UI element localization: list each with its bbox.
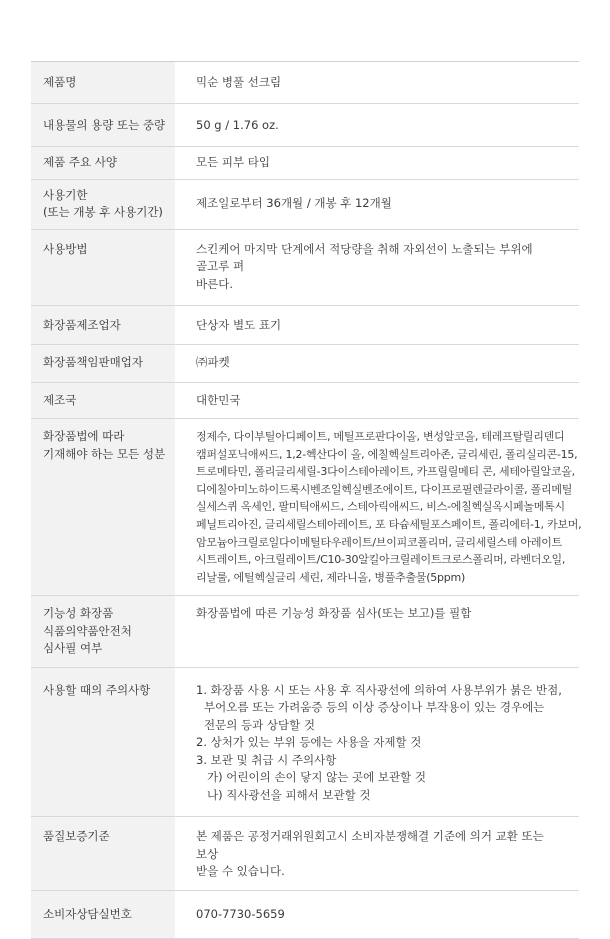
label-line: 사용기한 [43, 187, 88, 202]
row-value [175, 62, 579, 104]
label-line: 제품명 [43, 75, 77, 89]
info-row-functional-review [31, 596, 579, 668]
label-line: 사용방법 [43, 241, 88, 256]
info-row-precautions [31, 667, 579, 817]
row-label [31, 147, 175, 180]
value-line: 트로메타민, 폴리글리세릴-3다이스테아레이트, 카프릴릴메티 콘, 세테아릴알코올, [196, 465, 575, 479]
label-line: 사용할 때의 주의사항 [43, 682, 151, 697]
label-line: 기능성 화장품 [43, 606, 114, 621]
label-line: 심사필 여부 [43, 641, 103, 656]
info-row-ingredients [31, 419, 579, 596]
value-line: 전문의 등과 상담할 것 [204, 717, 315, 732]
value-line: 리날룰, 에틸헥실글리 세린, 제라니올, 병풀추출물(5ppm) [196, 570, 466, 584]
row-value [175, 596, 579, 668]
label-line: 화장품법에 따라 [43, 429, 125, 443]
row-value [175, 306, 579, 345]
row-value [175, 229, 579, 306]
value-line: 부어오름 또는 가려움증 등의 이상 증상이나 부작용이 있는 경우에는 [204, 700, 545, 715]
value-line: 암모늄아크릴로일다이메틸타우레이트/브이피코폴리머, 글리세릴스테 아레이트 [196, 535, 562, 549]
row-label [31, 306, 175, 345]
value-line: 받을 수 있습니다. [196, 864, 285, 879]
info-row-customer-service [31, 890, 579, 938]
label-line: 화장품책임판매업자 [43, 354, 143, 369]
value-line: 디에칠아미노하이드록시벤조일헥실벤조에이트, 다이프로필렌글라이콜, 폴리메틸 [196, 482, 573, 496]
value-line: 나) 직사광선을 피해서 보관할 것 [207, 787, 371, 802]
value-line: ㈜파켓 [196, 354, 230, 369]
row-value [175, 344, 579, 382]
row-label [31, 667, 175, 817]
row-value [175, 147, 579, 180]
row-label [31, 419, 175, 596]
value-line: 페닐트리아진, 글리세릴스테아레이트, 포 타슘세틸포스페이트, 폴리에터-1, 카보머, [196, 517, 582, 531]
value-line: 2. 상처가 있는 부위 등에는 사용을 자제할 것 [196, 735, 422, 750]
row-value [175, 817, 579, 891]
value-line: 모든 피부 타입 [196, 155, 270, 169]
row-label [31, 104, 175, 147]
label-line: 소비자상담실번호 [43, 906, 132, 921]
row-value [175, 890, 579, 938]
value-line: 실세스퀴 옥세인, 팔미틱애씨드, 스테아릭애씨드, 비스-에칠헥실옥시페놀메톡시 [196, 500, 565, 514]
product-info-table [31, 61, 582, 939]
row-value [175, 382, 579, 419]
value-line: 50 g / 1.76 oz. [196, 118, 279, 132]
row-label [31, 382, 175, 419]
value-line: 바른다. [196, 276, 233, 291]
row-label [31, 890, 175, 938]
value-line: 정제수, 다이부틸아디페이트, 메틸프로판다이올, 변성알코올, 테레프탈릴리덴디 [196, 430, 565, 443]
row-value [175, 104, 579, 147]
value-line: 시트레이트, 아크릴레이트/C10-30알킬아크릴레이트크로스폴리머, 라벤더오일, [196, 553, 566, 567]
value-line: 1. 화장품 사용 시 또는 사용 후 직사광선에 의하여 사용부위가 붉은 반점, [196, 682, 562, 697]
value-line: 화장품법에 따른 기능성 화장품 심사(또는 보고)를 필함 [196, 606, 472, 621]
label-line: 식품의약품안전처 [43, 623, 132, 638]
row-label [31, 344, 175, 382]
info-row-country [31, 382, 579, 419]
info-row-expiry [31, 179, 579, 229]
value-line: 스킨케어 마지막 단계에서 적당량을 취해 자외선이 노출되는 부위에 골고루 펴 [196, 241, 533, 273]
info-row-quality-assurance [31, 817, 579, 891]
row-value [175, 419, 582, 596]
label-line: 제품 주요 사양 [43, 155, 117, 169]
row-label [31, 179, 175, 229]
value-line: 070-7730-5659 [196, 906, 285, 921]
label-line: (또는 개봉 후 사용기간) [43, 205, 163, 219]
row-label [31, 817, 175, 891]
row-label [31, 596, 175, 668]
row-value [175, 667, 579, 817]
info-row-usage [31, 229, 579, 306]
value-line: 단상자 별도 표기 [196, 318, 282, 332]
label-line: 내용물의 용량 또는 중량 [43, 118, 166, 132]
label-line: 품질보증기준 [43, 829, 110, 844]
info-row-manufacturer [31, 306, 579, 345]
value-line: 3. 보관 및 취급 시 주의사항 [196, 752, 337, 767]
label-line: 화장품제조업자 [43, 318, 121, 332]
value-line: 제조일로부터 36개월 / 개봉 후 12개월 [196, 195, 392, 210]
row-value [175, 179, 579, 229]
info-row-distributor [31, 344, 579, 382]
value-line: 가) 어린이의 손이 닿지 않는 곳에 보관할 것 [207, 770, 426, 785]
value-line: 본 제품은 공정거래위원회고시 소비자분쟁해결 기준에 의거 교환 또는 보상 [196, 829, 544, 861]
info-row-spec [31, 147, 579, 180]
info-row-product-name [31, 62, 579, 104]
info-row-volume [31, 104, 579, 147]
label-line: 제조국 [43, 392, 77, 407]
row-label [31, 62, 175, 104]
value-line: 대한민국 [196, 392, 241, 407]
row-label [31, 229, 175, 306]
label-line: 기재해야 하는 모든 성분 [43, 446, 166, 461]
value-line: 믹순 병풀 선크림 [196, 75, 282, 89]
value-line: 캠퍼설포닉애씨드, 1,2-헥산다이 올, 에칠헥실트리아존, 글리세린, 폴리실리콘-15, [196, 447, 578, 461]
